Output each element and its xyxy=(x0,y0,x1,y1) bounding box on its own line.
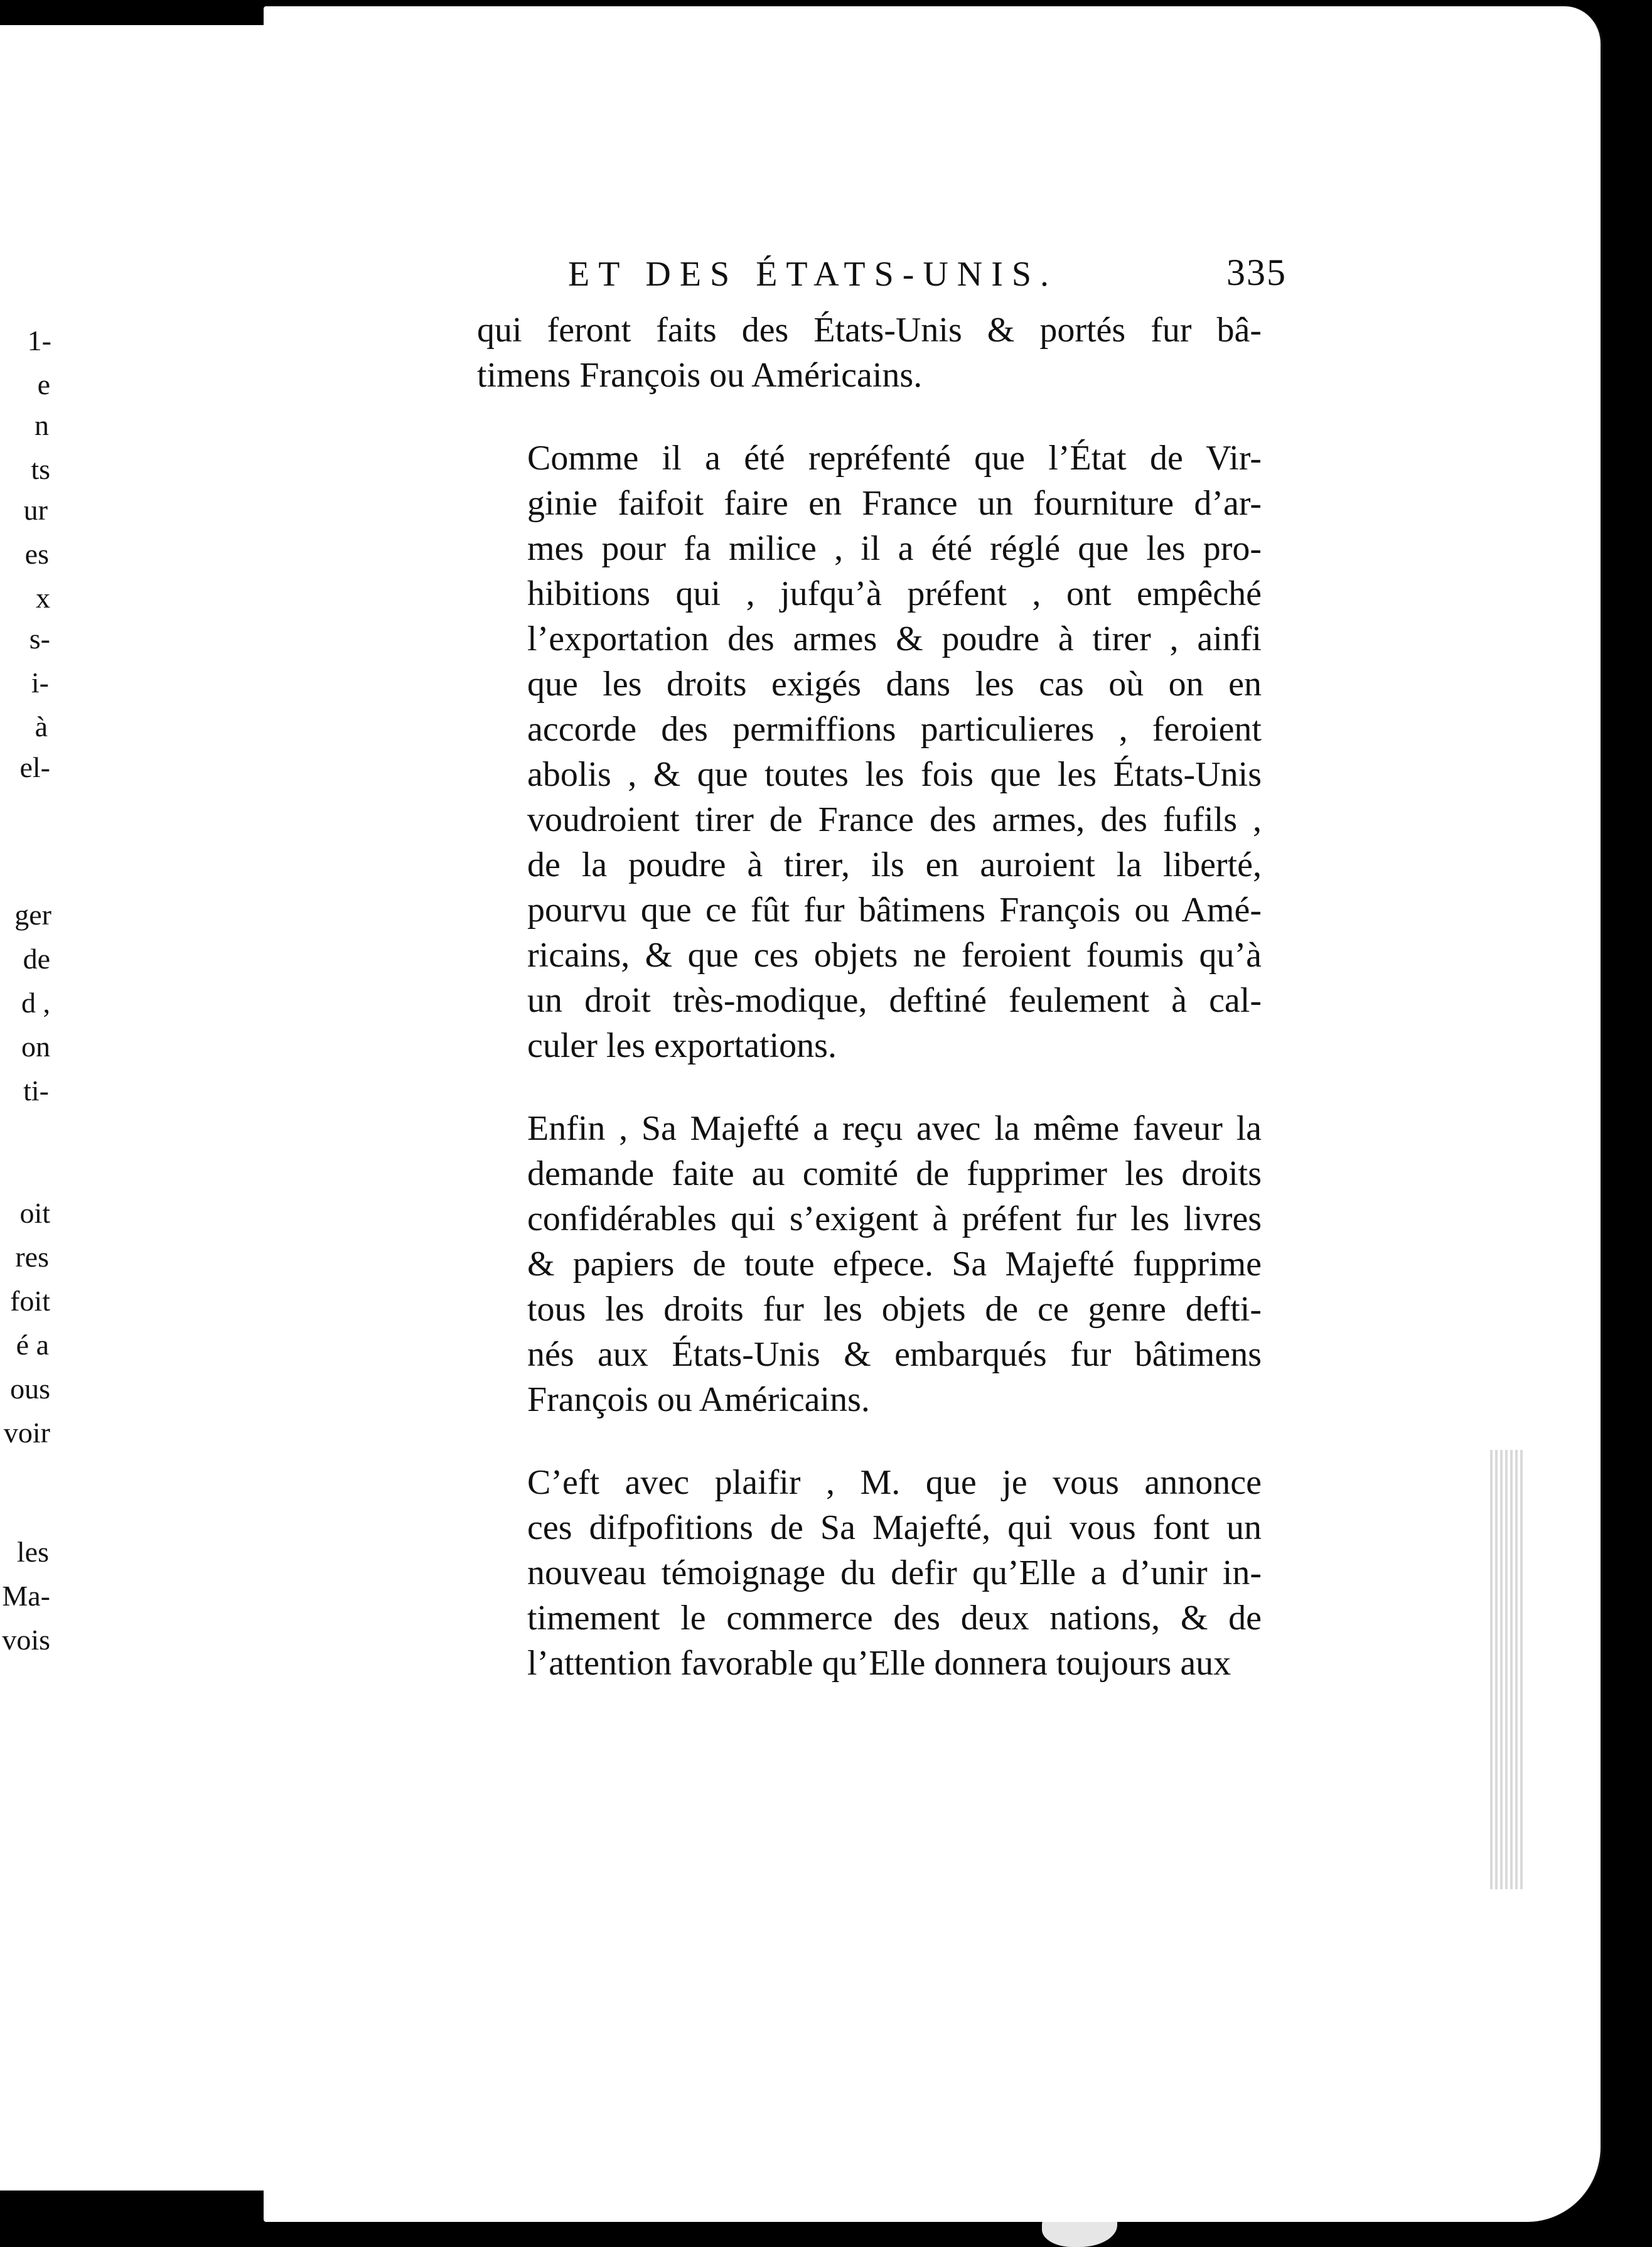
previous-page-fragment: s- xyxy=(29,623,50,655)
previous-page-edge xyxy=(0,25,300,2191)
text-line: qui feront faits des États-Unis & portés fur bâ- xyxy=(477,311,1262,350)
previous-page-fragment: e xyxy=(37,368,50,400)
previous-page-fragment: ts xyxy=(31,453,50,485)
paragraph xyxy=(477,436,1262,1068)
text-line: voudroient tirer de France des armes, des fufils , xyxy=(527,800,1262,839)
text-line: Enfin , Sa Majefté a reçu avec la même faveur la xyxy=(527,1109,1262,1148)
text-line: accorde des permiffions particulieres , feroient xyxy=(527,710,1262,749)
previous-page-fragment: ur xyxy=(23,494,48,526)
paragraph xyxy=(477,1106,1262,1422)
previous-page-fragment: x xyxy=(36,582,50,614)
text-line: timens François ou Américains. xyxy=(477,356,923,395)
previous-page-fragment: ti- xyxy=(23,1075,49,1107)
previous-page-fragment: de xyxy=(23,943,50,975)
text-line: demande faite au comité de fupprimer les droits xyxy=(527,1154,1262,1193)
text-line: l’attention favorable qu’Elle donnera toujours aux xyxy=(527,1644,1231,1683)
running-title: ET DES ÉTATS-UNIS. xyxy=(568,255,1058,294)
text-line: mes pour fa milice , il a été réglé que les pro- xyxy=(527,529,1262,568)
previous-page-fragment: à xyxy=(35,711,48,743)
previous-page-fragment: foit xyxy=(10,1285,50,1317)
previous-page-fragment: 1- xyxy=(27,324,51,357)
text-line: de la poudre à tirer, ils en auroient la liberté, xyxy=(527,845,1262,884)
previous-page-fragment: res xyxy=(15,1241,49,1273)
scan-smudge xyxy=(1042,2203,1117,2247)
previous-page-fragment: d , xyxy=(21,987,50,1019)
running-header xyxy=(568,251,1287,294)
previous-page-fragment: voir xyxy=(3,1417,50,1449)
text-line: culer les exportations. xyxy=(527,1026,837,1065)
text-line: hibitions qui , jufqu’à préfent , ont empêché xyxy=(527,574,1262,613)
text-line: nouveau témoignage du defir qu’Elle a d’unir in- xyxy=(527,1553,1262,1592)
previous-page-text-fragments xyxy=(0,25,298,2191)
text-line: François ou Américains. xyxy=(527,1380,870,1419)
previous-page-fragment: Ma- xyxy=(2,1580,50,1612)
previous-page-fragment: i- xyxy=(31,667,49,699)
previous-page-fragment: é a xyxy=(16,1329,49,1361)
text-line: l’exportation des armes & poudre à tirer , ainfi xyxy=(527,619,1262,658)
text-line: C’eft avec plaifir , M. que je vous annonce xyxy=(527,1463,1262,1502)
text-line: confidérables qui s’exigent à préfent fur les livres xyxy=(527,1199,1262,1238)
previous-page-fragment: on xyxy=(21,1031,50,1063)
body-text xyxy=(477,308,1262,1724)
previous-page-fragment: es xyxy=(24,538,49,570)
previous-page-fragment: oit xyxy=(19,1197,50,1229)
text-line: pourvu que ce fût fur bâtimens François ou Amé- xyxy=(527,891,1262,930)
previous-page-fragment: el- xyxy=(19,751,50,783)
text-line: ricains, & que ces objets ne feroient foumis qu’à xyxy=(527,936,1262,975)
previous-page-fragment: vois xyxy=(2,1624,50,1656)
page-number: 335 xyxy=(1226,252,1287,293)
text-line: Comme il a été repréfenté que l’État de Vir- xyxy=(527,439,1262,478)
text-line: ces difpofitions de Sa Majefté, qui vous font un xyxy=(527,1508,1262,1547)
text-line: que les droits exigés dans les cas où on en xyxy=(527,665,1262,704)
previous-page-fragment: n xyxy=(35,409,49,441)
paragraph xyxy=(477,1460,1262,1686)
text-line: & papiers de toute efpece. Sa Majefté fupprime xyxy=(527,1245,1262,1284)
previous-page-fragment: ous xyxy=(10,1373,50,1405)
text-line: nés aux États-Unis & embarqués fur bâtimens xyxy=(527,1335,1262,1374)
text-line: abolis , & que toutes les fois que les États-Unis xyxy=(527,755,1262,794)
paragraph xyxy=(477,308,1262,398)
page-edge-texture xyxy=(1488,1450,1525,1889)
text-line: un droit très-modique, deftiné feulement à cal- xyxy=(527,981,1262,1020)
text-line: tous les droits fur les objets de ce genre defti- xyxy=(527,1290,1262,1329)
text-line: ginie faifoit faire en France un fourniture d’ar- xyxy=(527,484,1262,523)
previous-page-fragment: ger xyxy=(14,899,51,931)
previous-page-fragment: les xyxy=(16,1536,49,1568)
text-line: timement le commerce des deux nations, & de xyxy=(527,1599,1262,1638)
